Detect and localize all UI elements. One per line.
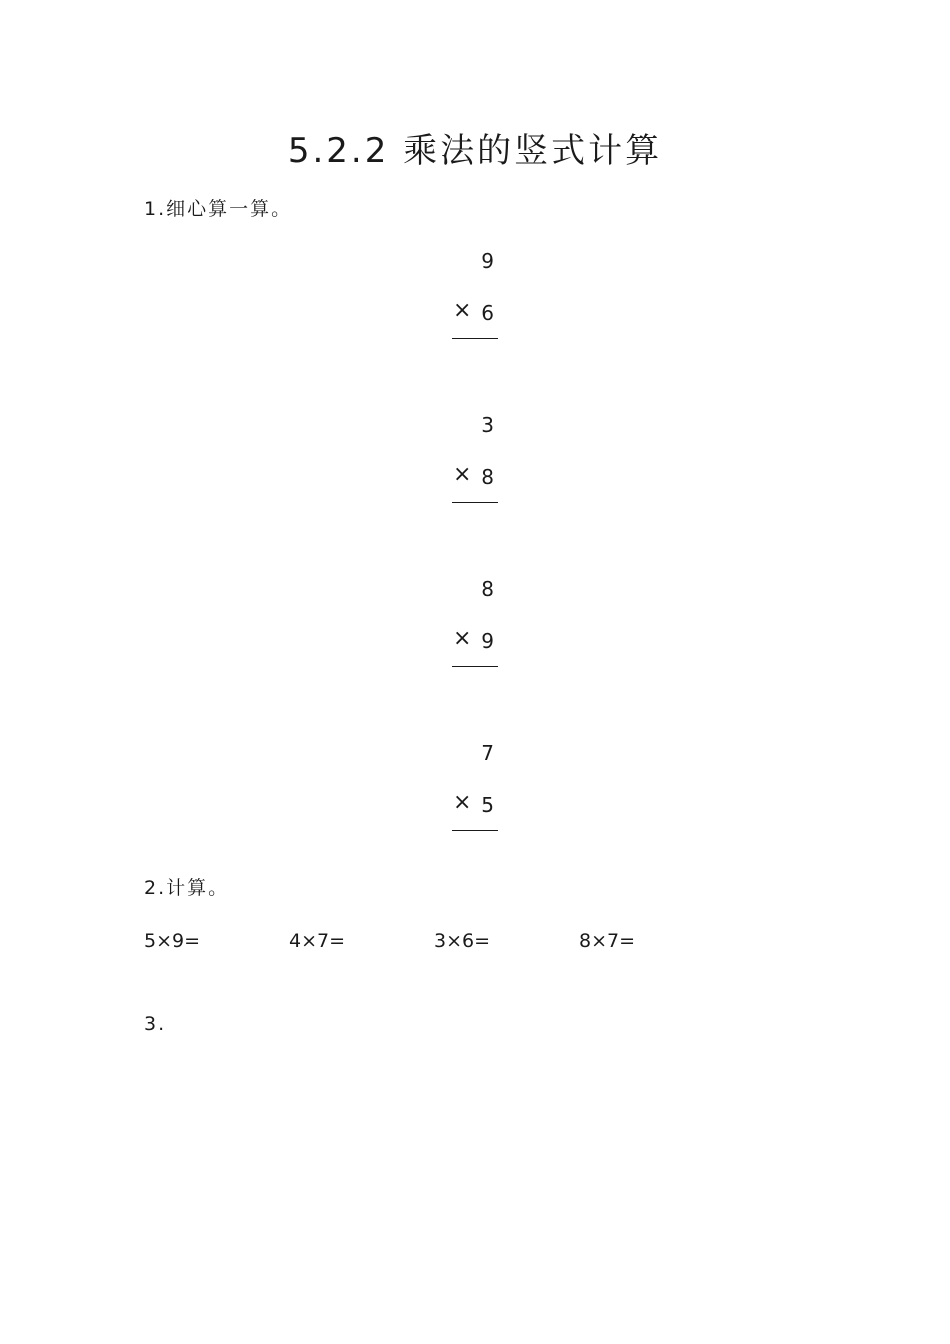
multiplicand: 8 bbox=[481, 577, 494, 601]
times-sign: × bbox=[453, 298, 472, 323]
section-1-heading: 1.细心算一算。 bbox=[144, 198, 293, 220]
answer-line bbox=[452, 338, 498, 339]
multiplier: 8 bbox=[481, 465, 494, 489]
answer-line bbox=[452, 502, 498, 503]
vertical-problem bbox=[448, 740, 502, 850]
multiplicand: 9 bbox=[481, 249, 494, 273]
multiplicand: 3 bbox=[481, 413, 494, 437]
section-3-heading: 3. bbox=[144, 1013, 167, 1035]
section-2-heading: 2.计算。 bbox=[144, 877, 230, 899]
answer-line bbox=[452, 666, 498, 667]
calc-item: 5×9= bbox=[144, 930, 201, 952]
calc-item: 4×7= bbox=[289, 930, 346, 952]
multiplier: 5 bbox=[481, 793, 494, 817]
calc-item: 8×7= bbox=[579, 930, 636, 952]
times-sign: × bbox=[453, 626, 472, 651]
page-title: 5.2.2 乘法的竖式计算 bbox=[287, 131, 663, 171]
vertical-problem bbox=[448, 412, 502, 522]
vertical-problem bbox=[448, 576, 502, 686]
calc-item: 3×6= bbox=[434, 930, 491, 952]
multiplier: 6 bbox=[481, 301, 494, 325]
times-sign: × bbox=[453, 462, 472, 487]
times-sign: × bbox=[453, 790, 472, 815]
answer-line bbox=[452, 830, 498, 831]
vertical-problem bbox=[448, 248, 502, 358]
multiplicand: 7 bbox=[481, 741, 494, 765]
multiplier: 9 bbox=[481, 629, 494, 653]
